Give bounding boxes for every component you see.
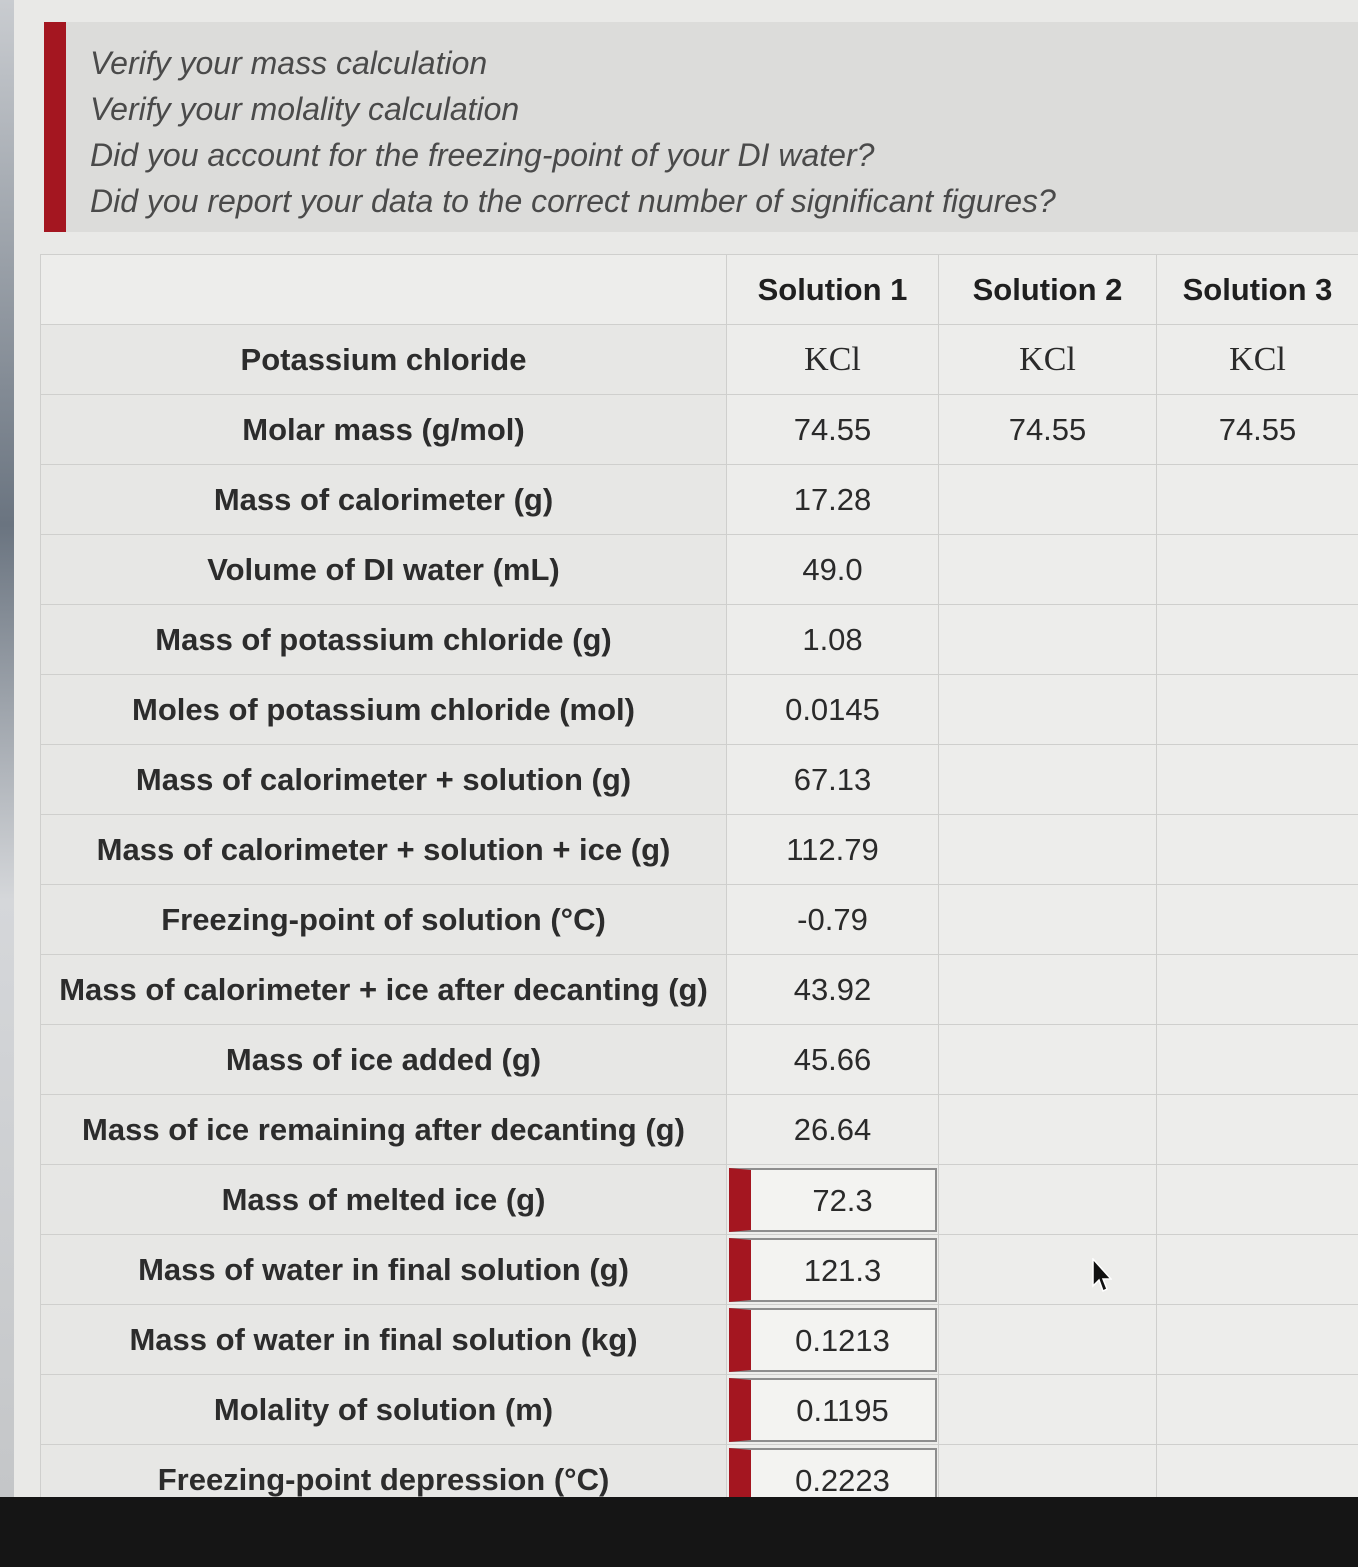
row-label: Mass of ice remaining after decanting (g) (41, 1095, 727, 1165)
solution-1-cell: 26.64 (727, 1095, 939, 1165)
row-label: Mass of calorimeter (g) (41, 465, 727, 535)
table-row (41, 885, 1358, 955)
solution-1-cell[interactable]: 1.08 (727, 605, 939, 675)
solution-2-cell[interactable] (939, 745, 1157, 815)
solution-3-cell: KCl (1157, 325, 1358, 395)
solution-2-cell[interactable] (939, 465, 1157, 535)
feedback-freezing-point-message: Did you account for the freezing-point of your DI water? (90, 137, 875, 173)
row-label: Mass of ice added (g) (41, 1025, 727, 1095)
row-label: Mass of water in final solution (g) (41, 1235, 727, 1305)
solution-1-cell[interactable]: -0.79 (727, 885, 939, 955)
row-label: Mass of calorimeter + solution + ice (g) (41, 815, 727, 885)
solution-2-cell (939, 1025, 1157, 1095)
table-row (41, 605, 1358, 675)
solution-2-cell[interactable] (939, 1305, 1157, 1375)
solution-2-cell: 74.55 (939, 395, 1157, 465)
solution-3-cell[interactable] (1157, 1305, 1358, 1375)
row-label: Volume of DI water (mL) (41, 535, 727, 605)
table-row (41, 395, 1358, 465)
solution-3-cell[interactable] (1157, 1235, 1358, 1305)
row-label: Potassium chloride (41, 325, 727, 395)
solution-1-cell (727, 1305, 939, 1375)
table-row (41, 535, 1358, 605)
monitor-bezel (0, 1497, 1358, 1567)
solution-3-cell[interactable] (1157, 1165, 1358, 1235)
solution-2-cell (939, 1095, 1157, 1165)
solution-2-cell[interactable] (939, 815, 1157, 885)
solution-2-cell[interactable] (939, 1165, 1157, 1235)
solution-2-cell[interactable] (939, 955, 1157, 1025)
row-label: Mass of potassium chloride (g) (41, 605, 727, 675)
solution-2-cell[interactable] (939, 885, 1157, 955)
solution-1-cell[interactable]: 49.0 (727, 535, 939, 605)
solution-3-cell[interactable] (1157, 465, 1358, 535)
solution-2-cell[interactable] (939, 605, 1157, 675)
window-edge (0, 0, 14, 1500)
table-row (41, 1305, 1358, 1375)
solution-1-cell[interactable]: 0.0145 (727, 675, 939, 745)
solution-1-cell (727, 1375, 939, 1445)
solution-2-cell[interactable] (939, 675, 1157, 745)
row-label: Mass of melted ice (g) (41, 1165, 727, 1235)
flagged-answer-input[interactable]: 0.1195 (729, 1378, 937, 1442)
flagged-answer-input[interactable]: 72.3 (729, 1168, 937, 1232)
row-label: Moles of potassium chloride (mol) (41, 675, 727, 745)
solution-1-cell: 74.55 (727, 395, 939, 465)
feedback-molality-message: Verify your molality calculation (90, 91, 520, 127)
feedback-mass-message: Verify your mass calculation (90, 45, 488, 81)
solution-3-cell[interactable] (1157, 535, 1358, 605)
row-label: Molality of solution (m) (41, 1375, 727, 1445)
solution-3-cell[interactable] (1157, 885, 1358, 955)
row-label: Freezing-point of solution (°C) (41, 885, 727, 955)
solution-1-cell: KCl (727, 325, 939, 395)
feedback-sig-figs-message: Did you report your data to the correct number of significant figures? (90, 183, 1056, 219)
solution-2-cell[interactable] (939, 1375, 1157, 1445)
solution-2-cell[interactable] (939, 1235, 1157, 1305)
flagged-answer-input[interactable]: 0.2223 (729, 1448, 937, 1512)
table-row (41, 1025, 1358, 1095)
solution-3-cell[interactable] (1157, 1375, 1358, 1445)
column-header-solution-3: Solution 3 (1157, 255, 1358, 325)
solution-3-cell (1157, 1095, 1358, 1165)
solution-1-cell[interactable]: 67.13 (727, 745, 939, 815)
solution-1-cell: 45.66 (727, 1025, 939, 1095)
table-row (41, 675, 1358, 745)
table-row (41, 1165, 1358, 1235)
table-row (41, 815, 1358, 885)
flagged-answer-input[interactable]: 0.1213 (729, 1308, 937, 1372)
solution-1-cell[interactable]: 112.79 (727, 815, 939, 885)
solution-3-cell[interactable] (1157, 675, 1358, 745)
solution-3-cell[interactable] (1157, 745, 1358, 815)
row-label: Mass of water in final solution (kg) (41, 1305, 727, 1375)
solution-2-cell: KCl (939, 325, 1157, 395)
column-header-solution-1: Solution 1 (727, 255, 939, 325)
table-row (41, 1095, 1358, 1165)
row-label: Mass of calorimeter + solution (g) (41, 745, 727, 815)
solution-3-cell: 74.55 (1157, 395, 1358, 465)
row-label: Mass of calorimeter + ice after decanting (g) (41, 955, 727, 1025)
row-label: Molar mass (g/mol) (41, 395, 727, 465)
solution-3-cell[interactable] (1157, 955, 1358, 1025)
row-label: Freezing-point depression (°C) (41, 1445, 727, 1515)
table-header-row (41, 255, 1358, 325)
feedback-callout (44, 22, 1358, 232)
solution-3-cell (1157, 1025, 1358, 1095)
table-row (41, 955, 1358, 1025)
table-row (41, 745, 1358, 815)
solution-3-cell[interactable] (1157, 815, 1358, 885)
data-table (40, 254, 1358, 1515)
table-row (41, 465, 1358, 535)
mouse-pointer-icon (1092, 1258, 1112, 1294)
table-row (41, 325, 1358, 395)
solution-2-cell[interactable] (939, 535, 1157, 605)
column-header-solution-2: Solution 2 (939, 255, 1157, 325)
solution-1-cell (727, 1165, 939, 1235)
solution-1-cell (727, 1235, 939, 1305)
solution-3-cell[interactable] (1157, 605, 1358, 675)
column-header-label (41, 255, 727, 325)
flagged-answer-input[interactable]: 121.3 (729, 1238, 937, 1302)
solution-1-cell[interactable]: 43.92 (727, 955, 939, 1025)
solution-1-cell[interactable]: 17.28 (727, 465, 939, 535)
table-row (41, 1375, 1358, 1445)
table-row (41, 1235, 1358, 1305)
